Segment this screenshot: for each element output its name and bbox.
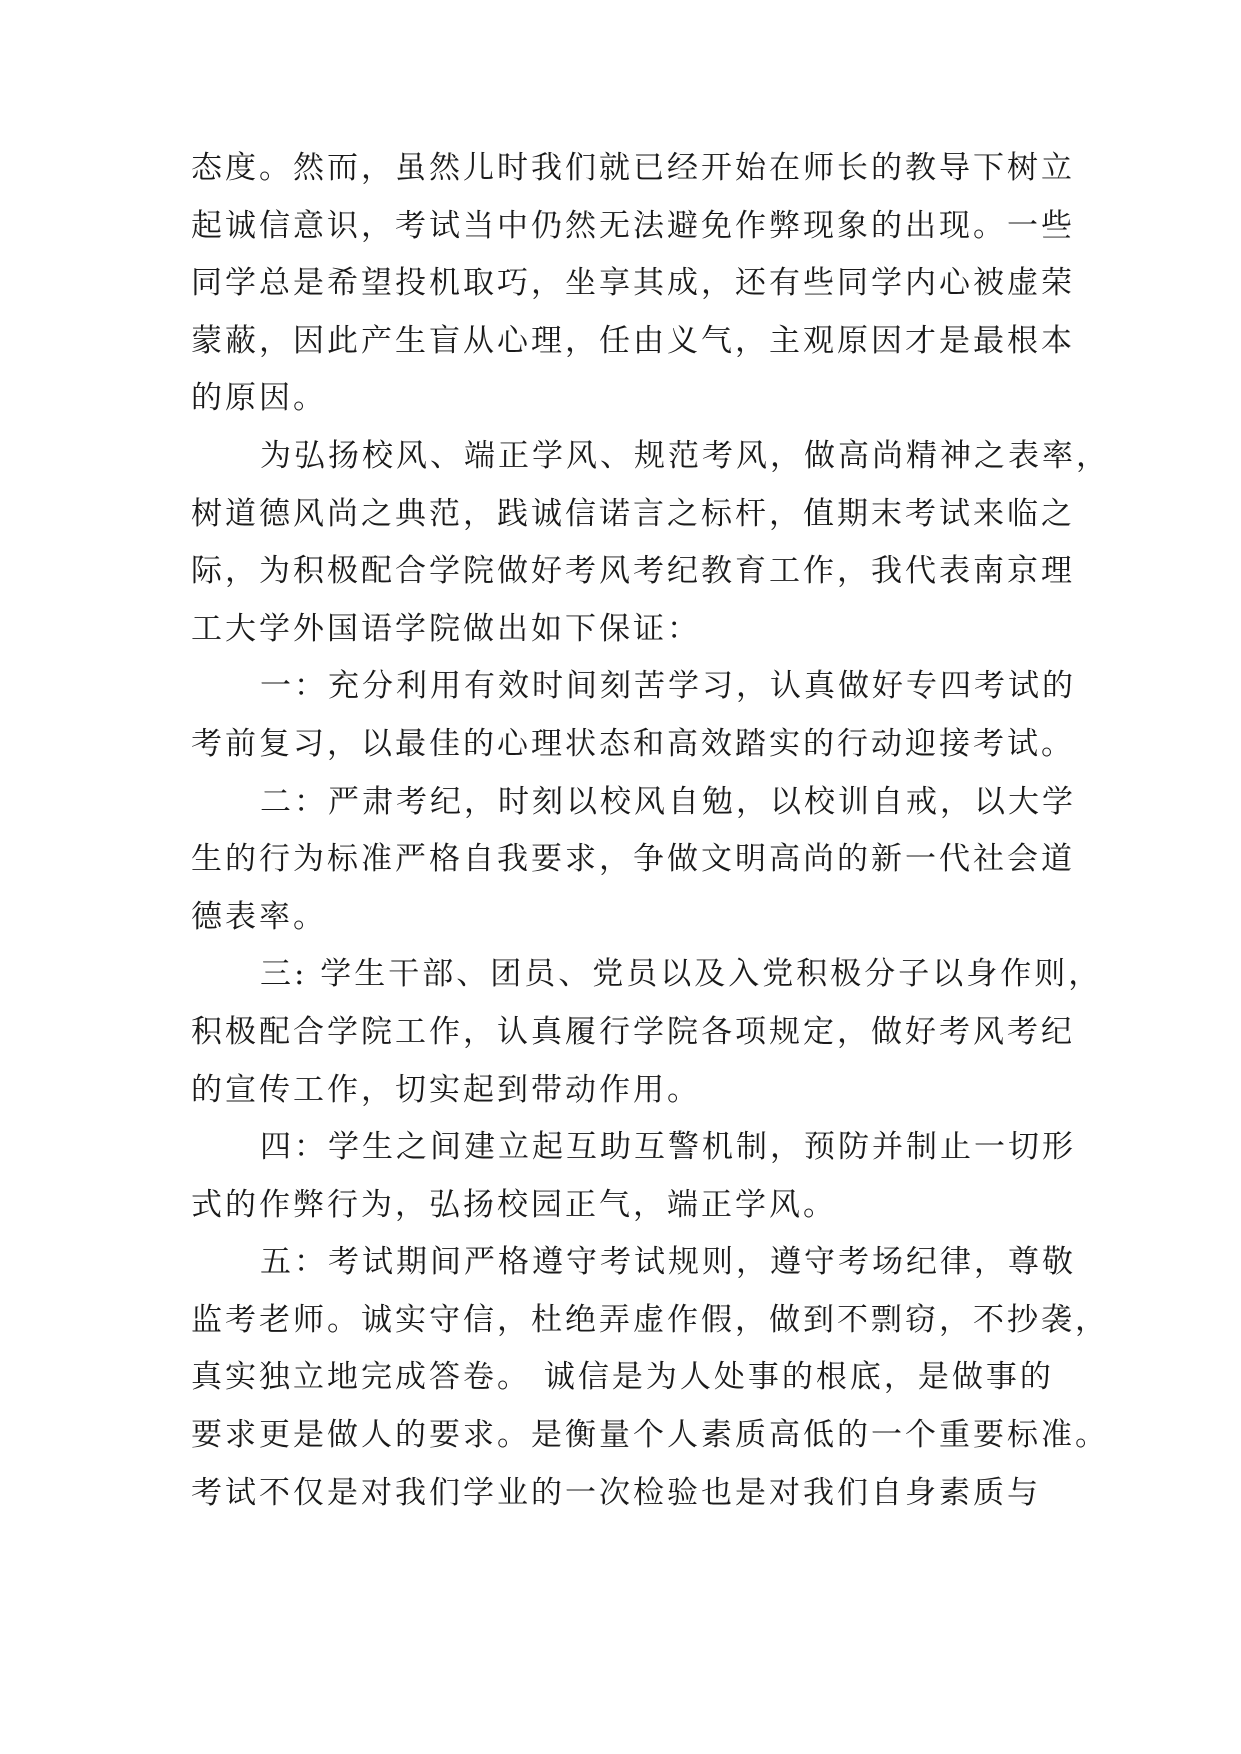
- text-line: 生的行为标准严格自我要求，争做文明高尚的新一代社会道: [191, 841, 1075, 878]
- text-line: 蒙蔽，因此产生盲从心理，任由义气，主观原因才是最根本: [191, 322, 1075, 359]
- document-body: [191, 140, 1110, 1522]
- paragraph-start-line: 为弘扬校风、端正学风、规范考风，做高尚精神之表率，: [260, 437, 1110, 474]
- text-line: 真实独立地完成答卷。 诚信是为人处事的根底，是做事的: [191, 1359, 1054, 1396]
- text-line: 考前复习，以最佳的心理状态和高效踏实的行动迎接考试。: [191, 725, 1075, 762]
- paragraph-start-line: 三: 学生干部、团员、党员以及入党积极分子以身作则，: [260, 956, 1103, 993]
- text-line: 态度。然而，虽然儿时我们就已经开始在师长的教导下树立: [191, 150, 1075, 186]
- text-line: 工大学外国语学院做出如下保证：: [191, 610, 701, 647]
- text-line: 式的作弊行为，弘扬校园正气，端正学风。: [191, 1186, 837, 1223]
- text-line: 同学总是希望投机取巧，坐享其成，还有些同学内心被虚荣: [191, 265, 1075, 302]
- text-line: 际，为积极配合学院做好考风考纪教育工作，我代表南京理: [191, 553, 1075, 590]
- text-line: 积极配合学院工作，认真履行学院各项规定，做好考风考纪: [191, 1013, 1075, 1050]
- text-line: 德表率。: [191, 898, 327, 935]
- text-line: 起诚信意识，考试当中仍然无法避免作弊现象的出现。一些: [191, 207, 1075, 244]
- text-line: 树道德风尚之典范，践诚信诺言之标杆，值期末考试来临之: [191, 495, 1075, 532]
- text-line: 的原因。: [191, 380, 327, 417]
- text-line: 要求更是做人的要求。是衡量个人素质高低的一个重要标准。: [191, 1417, 1109, 1454]
- paragraph-start-line: 二：严肃考纪，时刻以校风自勉，以校训自戒，以大学: [260, 783, 1076, 820]
- text-line: 监考老师。诚实守信，杜绝弄虚作假，做到不剽窃，不抄袭，: [191, 1301, 1109, 1338]
- paragraph-start-line: 一：充分利用有效时间刻苦学习，认真做好专四考试的: [260, 668, 1076, 705]
- text-line: 考试不仅是对我们学业的一次检验也是对我们自身素质与: [191, 1474, 1041, 1511]
- text-line: 的宣传工作，切实起到带动作用。: [191, 1071, 701, 1108]
- paragraph-start-line: 四：学生之间建立起互助互警机制，预防并制止一切形: [260, 1129, 1076, 1166]
- paragraph-start-line: 五：考试期间严格遵守考试规则，遵守考场纪律，尊敬: [260, 1244, 1076, 1281]
